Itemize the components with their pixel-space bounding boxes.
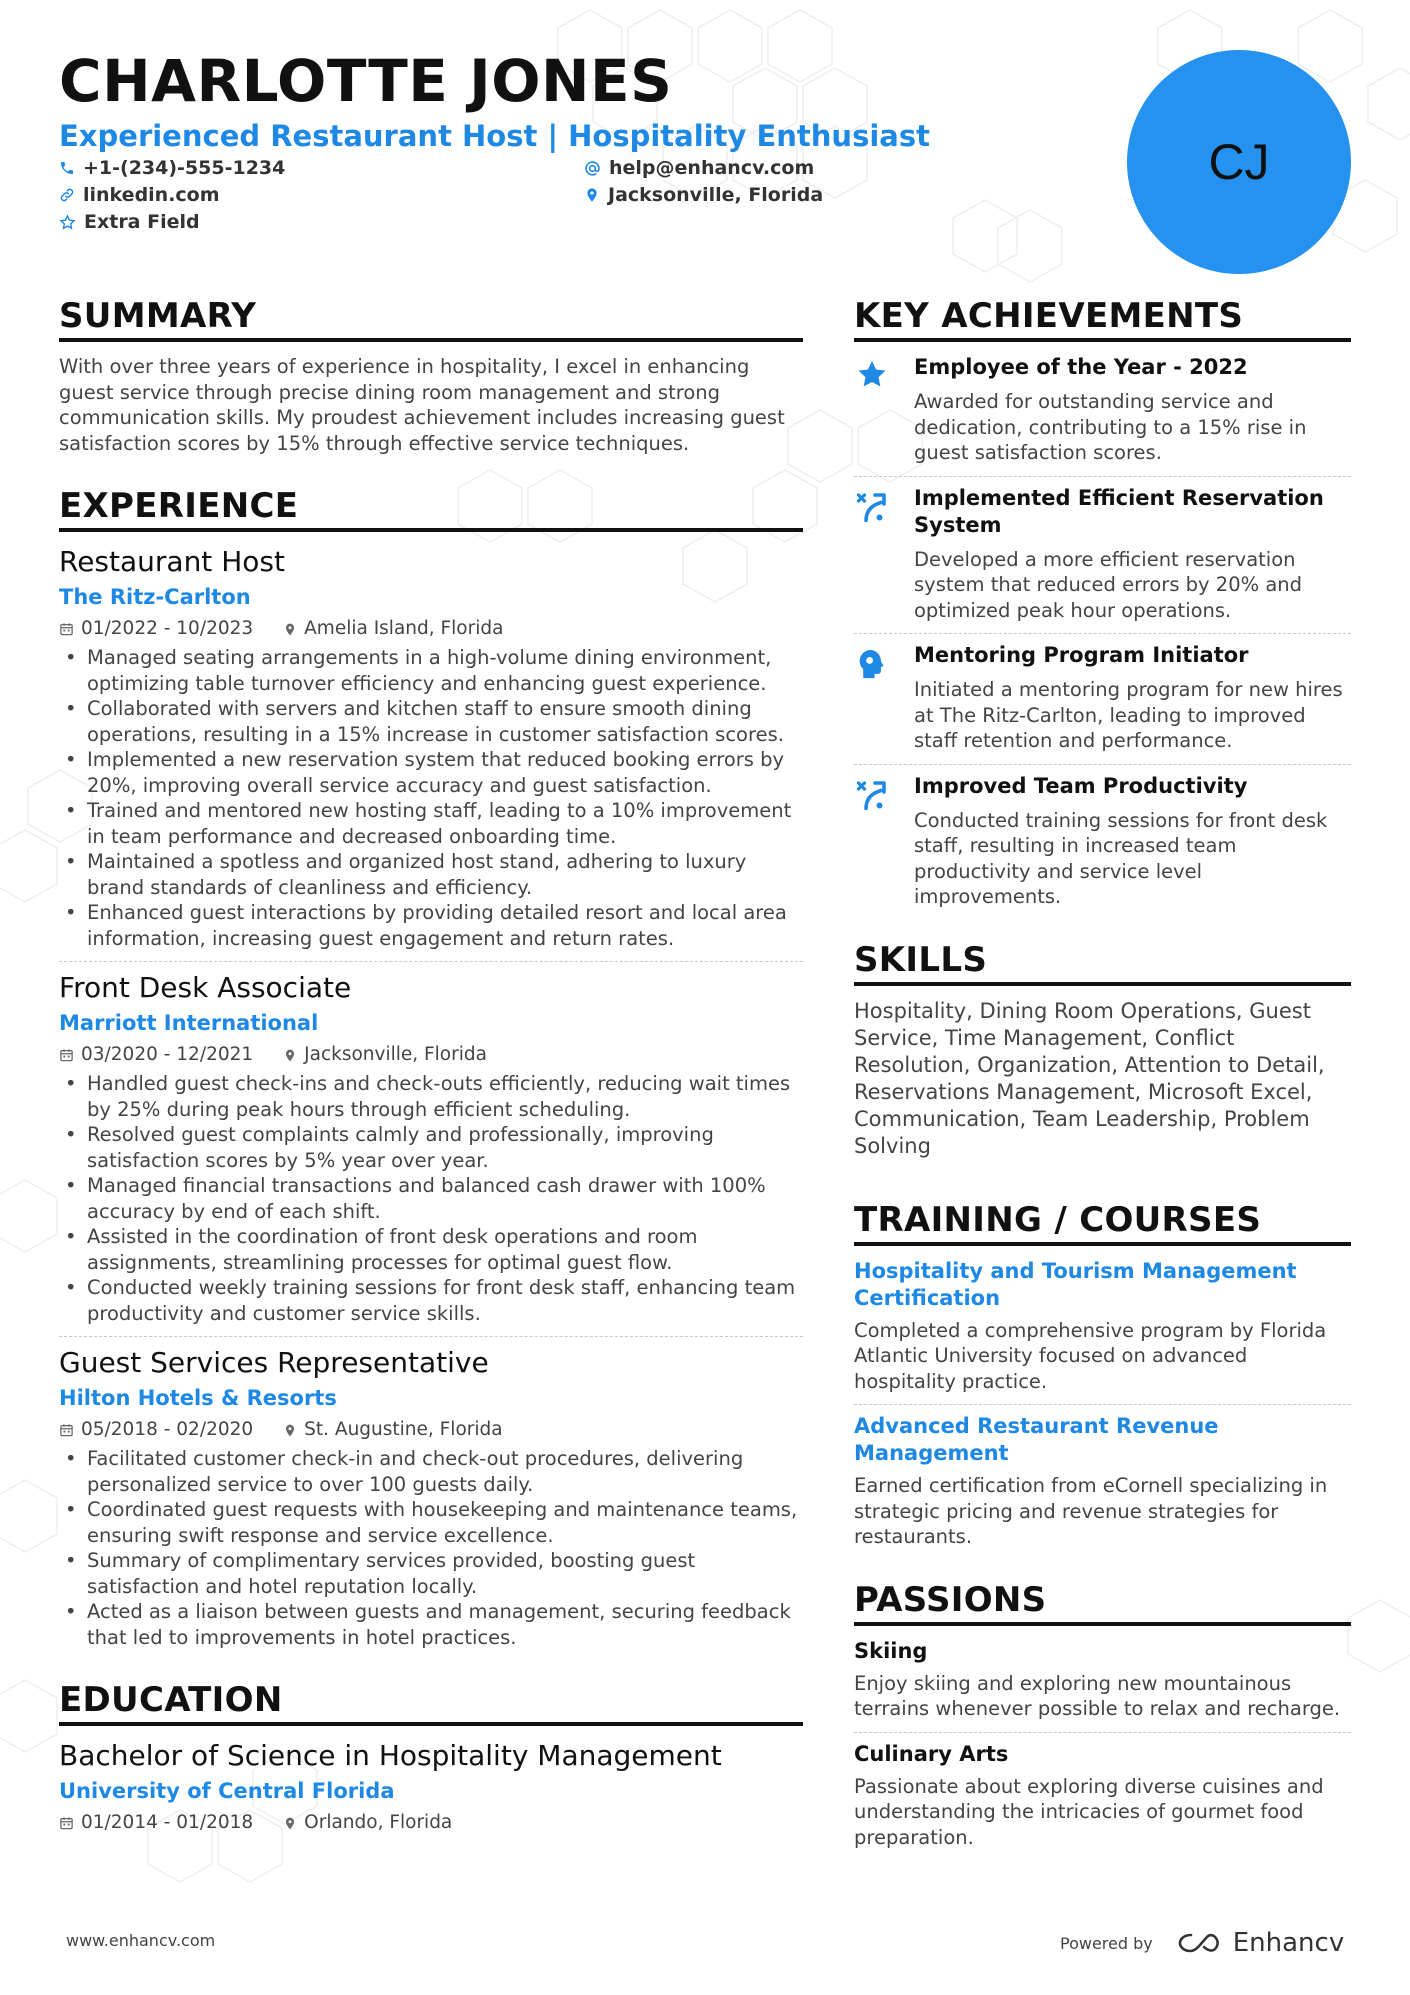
job-company: Marriott International — [59, 1011, 319, 1035]
job-dates — [59, 1417, 253, 1443]
school-name: University of Central Florida — [59, 1779, 395, 1803]
skills-heading: SKILLS — [854, 940, 1351, 986]
job-dates — [59, 616, 253, 642]
right-column — [854, 296, 1351, 1850]
email-text: help@enhancv.com — [609, 157, 815, 179]
calendar-icon — [59, 621, 74, 637]
strategy-icon — [854, 489, 890, 525]
experience-section — [59, 486, 803, 1650]
location-pin-icon — [584, 186, 600, 204]
location-pin-icon — [283, 621, 297, 638]
calendar-icon — [59, 1047, 74, 1063]
bullet-item: • Assisted in the coordination of front desk operations and room assignments, streamlining processes for optimal guest flow. — [59, 1224, 803, 1275]
education-dates-text: 01/2014 - 01/2018 — [81, 1812, 254, 1833]
location-pin-icon — [283, 1815, 297, 1832]
achievement-item — [854, 642, 1351, 754]
job-meta — [59, 1417, 803, 1443]
job-company: The Ritz-Carlton — [59, 585, 251, 609]
job-bullets — [59, 645, 803, 951]
contact-phone[interactable] — [59, 155, 285, 181]
star-icon — [854, 358, 890, 392]
education-dates — [59, 1810, 253, 1836]
achievement-title: Implemented Efficient Reservation System — [914, 485, 1324, 537]
entry-divider — [854, 1732, 1351, 1733]
job-location — [283, 1042, 487, 1068]
achievement-desc: Conducted training sessions for front desk staff, resulting in increased team productivity and service level improvements. — [914, 808, 1328, 908]
achievement-item — [854, 354, 1351, 466]
achievement-title: Employee of the Year - 2022 — [914, 355, 1248, 379]
bullet-item: • Summary of complimentary services provided, boosting guest satisfaction and hotel reputation locally. — [59, 1548, 803, 1599]
passion-desc: Passionate about exploring diverse cuisines and understanding the intricacies of gourmet food preparation. — [854, 1774, 1324, 1849]
location-text: Jacksonville, Florida — [608, 184, 824, 206]
calendar-icon — [59, 1815, 74, 1831]
footer-branding[interactable] — [1060, 1928, 1344, 1958]
at-icon — [584, 160, 601, 177]
course-desc: Earned certification from eCornell specializing in strategic pricing and revenue strategies for restaurants. — [854, 1474, 1328, 1548]
summary-heading: SUMMARY — [59, 296, 803, 342]
job-location — [283, 1417, 502, 1443]
course-title: Hospitality and Tourism Management Certification — [854, 1258, 1297, 1310]
job-location-text: Jacksonville, Florida — [304, 1044, 487, 1065]
entry-divider — [59, 961, 803, 962]
phone-icon — [59, 160, 75, 176]
course-title: Advanced Restaurant Revenue Management — [854, 1414, 1219, 1465]
bullet-item: • Conducted weekly training sessions for front desk staff, enhancing team productivity and customer service skills. — [59, 1275, 803, 1326]
job-bullets — [59, 1446, 803, 1650]
location-pin-icon — [283, 1047, 297, 1064]
experience-entry — [59, 1345, 803, 1650]
bullet-item: • Implemented a new reservation system that reduced booking errors by 20%, improving overall service accuracy and guest satisfaction. — [59, 747, 803, 798]
education-heading: EDUCATION — [59, 1680, 803, 1726]
training-section — [854, 1200, 1351, 1550]
bullet-item: • Maintained a spotless and organized host stand, adhering to luxury brand standards of cleanliness and efficiency. — [59, 849, 803, 900]
bullet-item: • Resolved guest complaints calmly and professionally, improving satisfaction scores by 5% year over year. — [59, 1122, 803, 1173]
job-title: Front Desk Associate — [59, 971, 352, 1004]
passions-section — [854, 1580, 1351, 1851]
skills-text: Hospitality, Dining Room Operations, Guest Service, Time Management, Conflict Resolution, Organization, Attention to Detail, Reservations Management, Microsoft Excel, Communication, Team Leadership, Problem Solving — [854, 998, 1325, 1158]
job-company: Hilton Hotels & Resorts — [59, 1386, 337, 1410]
bullet-item: • Acted as a liaison between guests and management, securing feedback that led to improvements in hotel practices. — [59, 1599, 803, 1650]
entry-divider — [854, 1404, 1351, 1405]
achievement-desc: Initiated a mentoring program for new hires at The Ritz-Carlton, leading to improved staff retention and performance. — [914, 678, 1343, 752]
linkedin-text: linkedin.com — [83, 184, 220, 206]
skills-section — [854, 940, 1351, 1160]
education-location — [283, 1810, 452, 1836]
footer-website[interactable]: www.enhancv.com — [66, 1931, 216, 1950]
candidate-name: CHARLOTTE JONES — [59, 47, 673, 115]
achievement-desc: Developed a more efficient reservation system that reduced errors by 20% and optimized peak hour operations. — [914, 547, 1303, 622]
phone-text: +1-(234)-555-1234 — [83, 157, 286, 179]
experience-entry — [59, 970, 803, 1326]
degree-title: Bachelor of Science in Hospitality Management — [59, 1739, 722, 1772]
achievement-title: Mentoring Program Initiator — [914, 643, 1249, 667]
powered-by-label: Powered by — [1060, 1933, 1153, 1953]
job-bullets — [59, 1071, 803, 1326]
entry-divider — [854, 476, 1351, 477]
entry-divider — [854, 633, 1351, 634]
contact-email[interactable] — [584, 155, 814, 181]
brand-name: Enhancv — [1232, 1928, 1345, 1958]
avatar-initials: CJ — [1208, 134, 1270, 190]
passion-title: Culinary Arts — [854, 1741, 1009, 1766]
summary-text: With over three years of experience in hospitality, I excel in enhancing guest service through precise dining room management and strong communication skills. My proudest achievement includes increasing guest satisfaction scores by 15% through effective service techniques. — [59, 355, 785, 455]
location-pin-icon — [283, 1422, 297, 1439]
education-meta — [59, 1810, 803, 1836]
experience-heading: EXPERIENCE — [59, 486, 803, 532]
star-outline-icon — [59, 214, 76, 231]
course-desc: Completed a comprehensive program by Florida Atlantic University focused on advanced hospitality practice. — [854, 1318, 1327, 1393]
avatar — [1127, 50, 1351, 274]
bullet-item: • Managed financial transactions and balanced cash drawer with 100% accuracy by end of each shift. — [59, 1173, 803, 1224]
passion-desc: Enjoy skiing and exploring new mountainous terrains whenever possible to relax and recharge. — [854, 1671, 1341, 1720]
bullet-item: • Trained and mentored new hosting staff, leading to a 10% improvement in team performance and decreased onboarding time. — [59, 798, 803, 849]
job-meta — [59, 1042, 803, 1068]
job-location — [283, 616, 503, 642]
achievement-item — [854, 485, 1351, 624]
education-section — [59, 1680, 803, 1836]
job-dates — [59, 1042, 253, 1068]
job-location-text: St. Augustine, Florida — [304, 1419, 503, 1440]
experience-entry — [59, 544, 803, 951]
job-meta — [59, 616, 803, 642]
job-dates-text: 01/2022 - 10/2023 — [81, 618, 254, 639]
achievements-section — [854, 296, 1351, 910]
entry-divider — [59, 1336, 803, 1337]
left-column — [59, 296, 803, 1836]
bullet-item: • Coordinated guest requests with housekeeping and maintenance teams, ensuring swift response and service excellence. — [59, 1497, 803, 1548]
education-location-text: Orlando, Florida — [304, 1812, 453, 1833]
achievement-title: Improved Team Productivity — [914, 773, 1248, 798]
passions-heading: PASSIONS — [854, 1580, 1351, 1626]
bullet-item: • Enhanced guest interactions by providing detailed resort and local area information, increasing guest engagement and return rates. — [59, 900, 803, 951]
job-dates-text: 03/2020 - 12/2021 — [81, 1044, 254, 1065]
contact-linkedin[interactable] — [59, 182, 220, 208]
strategy-icon — [854, 777, 890, 813]
summary-section — [59, 296, 803, 456]
achievement-item — [854, 773, 1351, 910]
job-location-text: Amelia Island, Florida — [304, 618, 504, 639]
calendar-icon — [59, 1422, 74, 1438]
bullet-item: • Managed seating arrangements in a high-volume dining environment, optimizing table turnover efficiency and enhancing guest experience. — [59, 645, 803, 696]
contact-location — [584, 182, 823, 208]
entry-divider — [854, 764, 1351, 765]
bullet-item: • Handled guest check-ins and check-outs efficiently, reducing wait times by 25% during peak hours through efficient scheduling. — [59, 1071, 803, 1122]
job-title: Restaurant Host — [59, 545, 285, 578]
candidate-tagline: Experienced Restaurant Host | Hospitality Enthusiast — [59, 119, 930, 153]
enhancv-logo — [1177, 1928, 1344, 1958]
head-icon — [854, 646, 888, 682]
contact-extra — [59, 209, 200, 235]
job-dates-text: 05/2018 - 02/2020 — [81, 1419, 254, 1440]
job-title: Guest Services Representative — [59, 1346, 489, 1379]
passion-title: Skiing — [854, 1638, 928, 1663]
extra-field-text: Extra Field — [84, 211, 200, 233]
training-heading: TRAINING / COURSES — [854, 1200, 1351, 1246]
enhancv-logo-icon — [1177, 1931, 1223, 1955]
bullet-item: • Facilitated customer check-in and check-out procedures, delivering personalized service to over 100 guests daily. — [59, 1446, 803, 1497]
achievements-heading: KEY ACHIEVEMENTS — [854, 296, 1351, 342]
bullet-item: • Collaborated with servers and kitchen staff to ensure smooth dining operations, resulting in a 15% increase in customer satisfaction scores. — [59, 696, 803, 747]
link-icon — [59, 187, 75, 203]
achievement-desc: Awarded for outstanding service and dedication, contributing to a 15% rise in guest satisfaction scores. — [914, 390, 1307, 464]
